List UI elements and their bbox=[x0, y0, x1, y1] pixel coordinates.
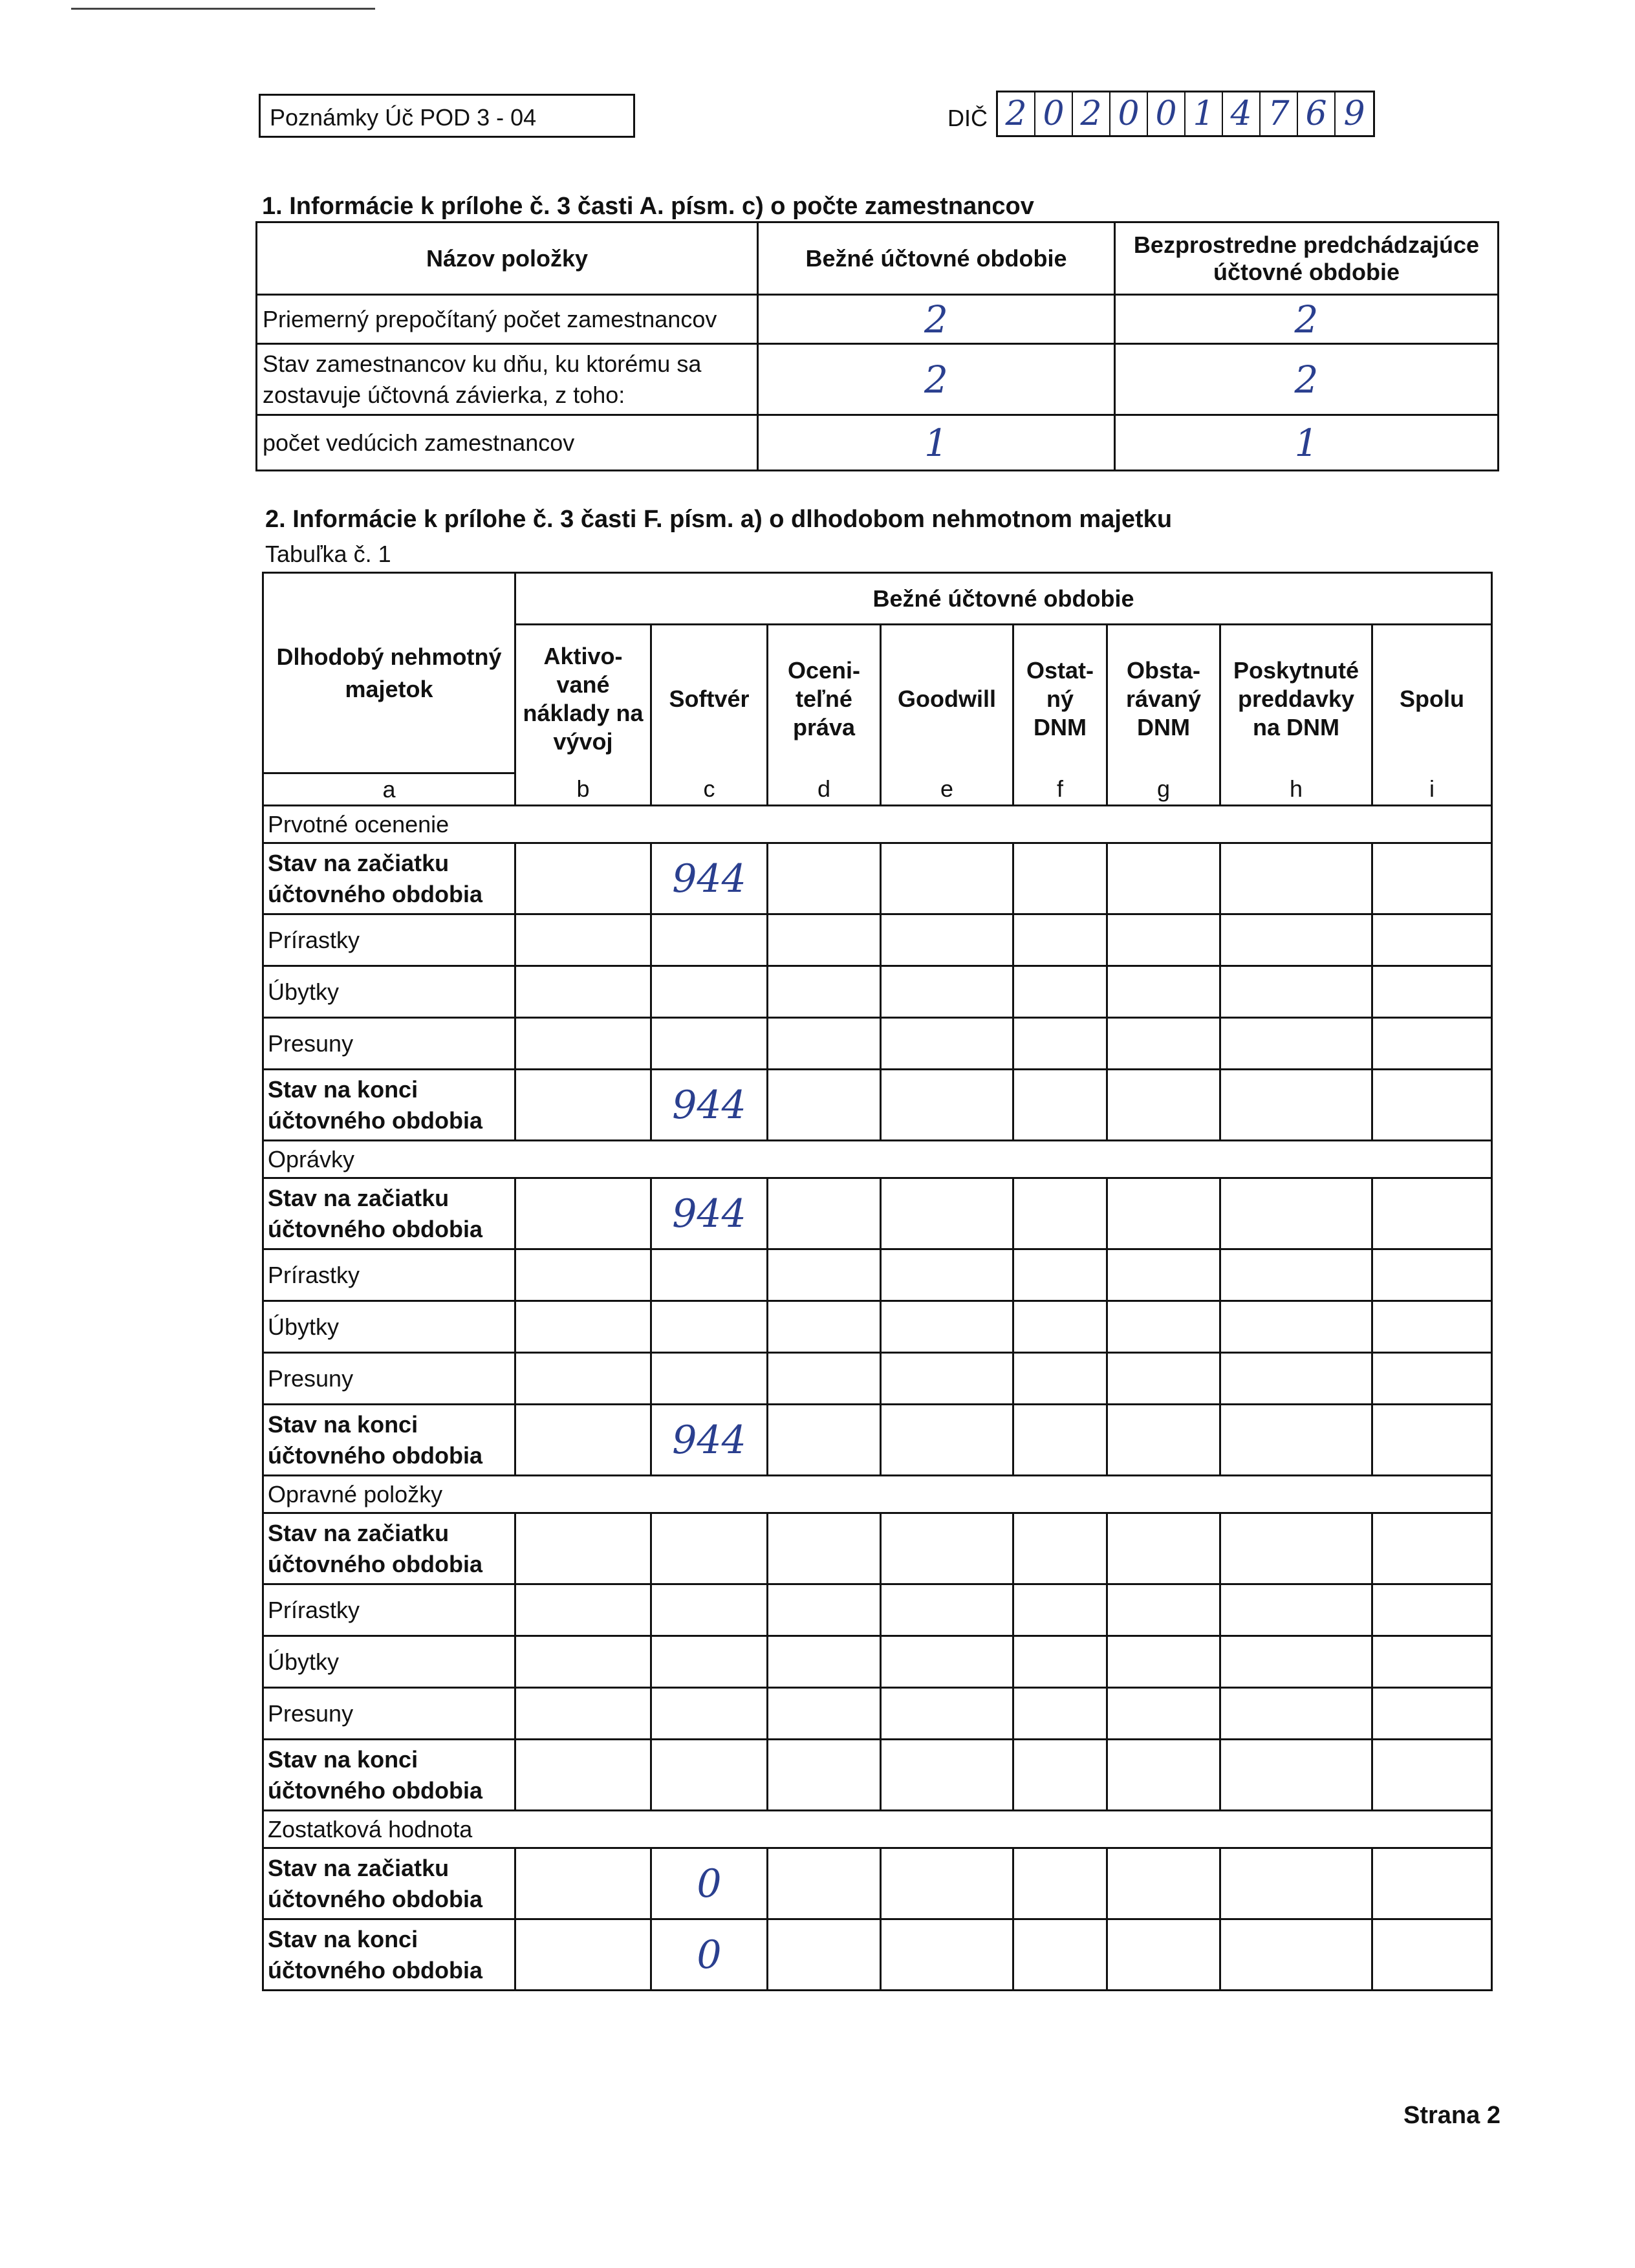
table-row bbox=[263, 1178, 1492, 1249]
table-label: Tabuľka č. 1 bbox=[265, 541, 391, 567]
empty-cell bbox=[1372, 966, 1492, 1018]
empty-cell bbox=[1220, 1405, 1372, 1476]
table-row bbox=[263, 1919, 1492, 1991]
empty-cell bbox=[768, 1178, 881, 1249]
top-rule bbox=[71, 8, 375, 10]
column-letter: a bbox=[263, 773, 515, 806]
empty-cell bbox=[881, 1584, 1013, 1636]
empty-cell bbox=[1107, 1405, 1220, 1476]
softver-value: 944 bbox=[651, 1070, 768, 1141]
empty-cell bbox=[515, 1178, 651, 1249]
table-row bbox=[263, 1584, 1492, 1636]
value-current: 2 bbox=[758, 295, 1115, 344]
empty-cell bbox=[1107, 1301, 1220, 1353]
row-label: Stav na začiatku účtovného obdobia bbox=[263, 843, 515, 914]
empty-cell bbox=[1372, 1018, 1492, 1070]
dic-digit-box: 0 bbox=[1148, 92, 1186, 135]
empty-cell bbox=[1107, 1249, 1220, 1301]
empty-cell bbox=[1372, 1688, 1492, 1740]
empty-cell bbox=[1013, 1513, 1107, 1584]
column-header: Softvér bbox=[651, 625, 768, 773]
empty-cell bbox=[1013, 1018, 1107, 1070]
softver-value bbox=[651, 1513, 768, 1584]
empty-cell bbox=[881, 1178, 1013, 1249]
empty-cell bbox=[1372, 1919, 1492, 1991]
empty-cell bbox=[1372, 1848, 1492, 1919]
value-previous: 2 bbox=[1115, 295, 1499, 344]
table-row bbox=[263, 1070, 1492, 1141]
table-row bbox=[263, 1249, 1492, 1301]
empty-cell bbox=[1013, 843, 1107, 914]
column-letter: h bbox=[1220, 773, 1372, 806]
employees-table bbox=[255, 221, 1499, 471]
table-row bbox=[263, 1018, 1492, 1070]
table-row bbox=[263, 1513, 1492, 1584]
dic-digit-box: 7 bbox=[1261, 92, 1298, 135]
period-header: Bežné účtovné obdobie bbox=[515, 573, 1492, 625]
empty-cell bbox=[881, 1740, 1013, 1811]
softver-value bbox=[651, 1353, 768, 1405]
section2-title: 2. Informácie k prílohe č. 3 časti F. písm. a) o dlhodobom nehmotnom majetku bbox=[265, 506, 1173, 533]
empty-cell bbox=[1220, 1353, 1372, 1405]
empty-cell bbox=[1013, 1740, 1107, 1811]
dic-label: DIČ bbox=[947, 105, 988, 131]
section1-title: 1. Informácie k prílohe č. 3 časti A. písm. c) o počte zamestnancov bbox=[262, 193, 1034, 220]
empty-cell bbox=[515, 843, 651, 914]
empty-cell bbox=[768, 1848, 881, 1919]
empty-cell bbox=[515, 1301, 651, 1353]
group-header: Prvotné ocenenie bbox=[263, 806, 1492, 843]
page-number: Strana 2 bbox=[1403, 2102, 1500, 2129]
empty-cell bbox=[1372, 1178, 1492, 1249]
empty-cell bbox=[1372, 1249, 1492, 1301]
empty-cell bbox=[881, 1919, 1013, 1991]
empty-cell bbox=[1220, 1070, 1372, 1141]
softver-value bbox=[651, 1249, 768, 1301]
empty-cell bbox=[768, 1584, 881, 1636]
empty-cell bbox=[1107, 1848, 1220, 1919]
empty-cell bbox=[1372, 843, 1492, 914]
empty-cell bbox=[515, 1405, 651, 1476]
column-header: Oceni-teľné práva bbox=[768, 625, 881, 773]
dic-digit-box: 0 bbox=[1110, 92, 1148, 135]
dic-digit-box: 2 bbox=[1073, 92, 1110, 135]
dic-digit-box: 0 bbox=[1035, 92, 1073, 135]
empty-cell bbox=[1013, 1249, 1107, 1301]
row-label: Úbytky bbox=[263, 1301, 515, 1353]
empty-cell bbox=[1013, 966, 1107, 1018]
empty-cell bbox=[1220, 1740, 1372, 1811]
row-label: Úbytky bbox=[263, 1636, 515, 1688]
empty-cell bbox=[515, 1070, 651, 1141]
empty-cell bbox=[515, 1249, 651, 1301]
column-header: Ostat-ný DNM bbox=[1013, 625, 1107, 773]
empty-cell bbox=[1013, 914, 1107, 966]
form-code-box: Poznámky Úč POD 3 - 04 bbox=[259, 94, 635, 138]
value-current: 1 bbox=[758, 415, 1115, 471]
empty-cell bbox=[768, 914, 881, 966]
empty-cell bbox=[515, 1636, 651, 1688]
empty-cell bbox=[881, 1513, 1013, 1584]
row-label: Stav na konci účtovného obdobia bbox=[263, 1070, 515, 1141]
row-label: Stav na začiatku účtovného obdobia bbox=[263, 1178, 515, 1249]
empty-cell bbox=[1220, 1848, 1372, 1919]
empty-cell bbox=[768, 1353, 881, 1405]
group-header: Zostatková hodnota bbox=[263, 1811, 1492, 1848]
row-label: Stav na konci účtovného obdobia bbox=[263, 1405, 515, 1476]
table-row bbox=[263, 914, 1492, 966]
row-label: Stav na konci účtovného obdobia bbox=[263, 1919, 515, 1991]
row-header: Dlhodobý nehmotný majetok bbox=[263, 573, 515, 773]
table-row bbox=[263, 843, 1492, 914]
empty-cell bbox=[1220, 1178, 1372, 1249]
empty-cell bbox=[881, 1405, 1013, 1476]
row-label: Stav na začiatku účtovného obdobia bbox=[263, 1513, 515, 1584]
table-row bbox=[263, 1353, 1492, 1405]
empty-cell bbox=[1220, 1636, 1372, 1688]
empty-cell bbox=[515, 1513, 651, 1584]
softver-value bbox=[651, 1301, 768, 1353]
softver-value bbox=[651, 914, 768, 966]
empty-cell bbox=[768, 1249, 881, 1301]
empty-cell bbox=[1372, 1636, 1492, 1688]
value-previous: 2 bbox=[1115, 344, 1499, 415]
empty-cell bbox=[1107, 1353, 1220, 1405]
empty-cell bbox=[881, 1688, 1013, 1740]
empty-cell bbox=[881, 1848, 1013, 1919]
row-label: Prírastky bbox=[263, 1249, 515, 1301]
empty-cell bbox=[768, 1919, 881, 1991]
empty-cell bbox=[1372, 1301, 1492, 1353]
empty-cell bbox=[768, 1688, 881, 1740]
row-label: Prírastky bbox=[263, 914, 515, 966]
empty-cell bbox=[1013, 1636, 1107, 1688]
col-header-name: Názov položky bbox=[257, 222, 758, 295]
softver-value: 0 bbox=[651, 1848, 768, 1919]
empty-cell bbox=[768, 966, 881, 1018]
dic-digit-box: 1 bbox=[1186, 92, 1223, 135]
empty-cell bbox=[1220, 1513, 1372, 1584]
empty-cell bbox=[1107, 1018, 1220, 1070]
column-header: Spolu bbox=[1372, 625, 1492, 773]
column-letter: e bbox=[881, 773, 1013, 806]
empty-cell bbox=[881, 1070, 1013, 1141]
empty-cell bbox=[515, 1740, 651, 1811]
softver-value: 0 bbox=[651, 1919, 768, 1991]
table-row bbox=[263, 1848, 1492, 1919]
empty-cell bbox=[1013, 1301, 1107, 1353]
empty-cell bbox=[1107, 1919, 1220, 1991]
table-row bbox=[263, 1405, 1492, 1476]
empty-cell bbox=[1013, 1353, 1107, 1405]
empty-cell bbox=[768, 1513, 881, 1584]
softver-value bbox=[651, 1740, 768, 1811]
row-label: Prírastky bbox=[263, 1584, 515, 1636]
value-current: 2 bbox=[758, 344, 1115, 415]
empty-cell bbox=[881, 966, 1013, 1018]
empty-cell bbox=[1220, 1301, 1372, 1353]
dic-digit-box: 9 bbox=[1343, 94, 1365, 133]
dic-digit-box: 2 bbox=[998, 92, 1035, 135]
dic-digit-box: 4 bbox=[1223, 92, 1261, 135]
row-label: počet vedúcich zamestnancov bbox=[257, 415, 758, 471]
empty-cell bbox=[1372, 914, 1492, 966]
empty-cell bbox=[1107, 966, 1220, 1018]
empty-cell bbox=[768, 1070, 881, 1141]
column-header: Goodwill bbox=[881, 625, 1013, 773]
group-header: Oprávky bbox=[263, 1141, 1492, 1178]
empty-cell bbox=[768, 1301, 881, 1353]
softver-value bbox=[651, 966, 768, 1018]
softver-value: 944 bbox=[651, 843, 768, 914]
empty-cell bbox=[515, 1584, 651, 1636]
column-letter: i bbox=[1372, 773, 1492, 806]
column-letter: f bbox=[1013, 773, 1107, 806]
empty-cell bbox=[768, 843, 881, 914]
empty-cell bbox=[1220, 843, 1372, 914]
empty-cell bbox=[1372, 1353, 1492, 1405]
softver-value bbox=[651, 1584, 768, 1636]
softver-value: 944 bbox=[651, 1178, 768, 1249]
empty-cell bbox=[1372, 1070, 1492, 1141]
col-header-previous: Bezprostredne predchádzajúce účtovné obdobie bbox=[1115, 222, 1499, 295]
empty-cell bbox=[768, 1740, 881, 1811]
empty-cell bbox=[515, 1848, 651, 1919]
empty-cell bbox=[881, 914, 1013, 966]
table-row bbox=[263, 1301, 1492, 1353]
empty-cell bbox=[515, 914, 651, 966]
empty-cell bbox=[515, 966, 651, 1018]
empty-cell bbox=[1372, 1405, 1492, 1476]
empty-cell bbox=[1220, 1249, 1372, 1301]
row-label: Presuny bbox=[263, 1353, 515, 1405]
row-label: Stav na začiatku účtovného obdobia bbox=[263, 1848, 515, 1919]
softver-value bbox=[651, 1688, 768, 1740]
empty-cell bbox=[1107, 1688, 1220, 1740]
empty-cell bbox=[515, 1353, 651, 1405]
row-label: Stav na konci účtovného obdobia bbox=[263, 1740, 515, 1811]
empty-cell bbox=[515, 1919, 651, 1991]
row-label: Stav zamestnancov ku dňu, ku ktorému sa zostavuje účtovná závierka, z toho: bbox=[257, 344, 758, 415]
empty-cell bbox=[1220, 1018, 1372, 1070]
empty-cell bbox=[1220, 966, 1372, 1018]
empty-cell bbox=[1220, 914, 1372, 966]
empty-cell bbox=[1220, 1688, 1372, 1740]
column-letter: g bbox=[1107, 773, 1220, 806]
table-row bbox=[263, 1636, 1492, 1688]
column-header: Obsta-rávaný DNM bbox=[1107, 625, 1220, 773]
empty-cell bbox=[515, 1018, 651, 1070]
empty-cell bbox=[881, 1249, 1013, 1301]
empty-cell bbox=[881, 1018, 1013, 1070]
row-label: Úbytky bbox=[263, 966, 515, 1018]
empty-cell bbox=[881, 1636, 1013, 1688]
empty-cell bbox=[768, 1018, 881, 1070]
empty-cell bbox=[1220, 1584, 1372, 1636]
row-label: Presuny bbox=[263, 1688, 515, 1740]
value-previous: 1 bbox=[1115, 415, 1499, 471]
table-row bbox=[263, 1740, 1492, 1811]
empty-cell bbox=[1013, 1848, 1107, 1919]
empty-cell bbox=[515, 1688, 651, 1740]
empty-cell bbox=[1013, 1178, 1107, 1249]
row-label: Presuny bbox=[263, 1018, 515, 1070]
empty-cell bbox=[1013, 1919, 1107, 1991]
softver-value bbox=[651, 1636, 768, 1688]
empty-cell bbox=[1013, 1070, 1107, 1141]
dic-boxes bbox=[996, 91, 1375, 137]
row-label: Priemerný prepočítaný počet zamestnancov bbox=[257, 295, 758, 344]
column-header: Poskytnuté preddavky na DNM bbox=[1220, 625, 1372, 773]
empty-cell bbox=[1107, 1740, 1220, 1811]
empty-cell bbox=[881, 1301, 1013, 1353]
empty-cell bbox=[1013, 1688, 1107, 1740]
group-header: Opravné položky bbox=[263, 1476, 1492, 1513]
empty-cell bbox=[881, 1353, 1013, 1405]
empty-cell bbox=[1107, 843, 1220, 914]
table-row bbox=[263, 1688, 1492, 1740]
empty-cell bbox=[1107, 1070, 1220, 1141]
empty-cell bbox=[1372, 1584, 1492, 1636]
empty-cell bbox=[1013, 1405, 1107, 1476]
empty-cell bbox=[1107, 1178, 1220, 1249]
dic-digit-box: 6 bbox=[1298, 92, 1336, 135]
column-letter: d bbox=[768, 773, 881, 806]
empty-cell bbox=[1107, 1636, 1220, 1688]
softver-value: 944 bbox=[651, 1405, 768, 1476]
empty-cell bbox=[1372, 1513, 1492, 1584]
empty-cell bbox=[1107, 1513, 1220, 1584]
col-header-current: Bežné účtovné obdobie bbox=[758, 222, 1115, 295]
column-header: Aktivo-vané náklady na vývoj bbox=[515, 625, 651, 773]
empty-cell bbox=[1107, 914, 1220, 966]
empty-cell bbox=[1372, 1740, 1492, 1811]
table-row bbox=[263, 966, 1492, 1018]
intangible-assets-table bbox=[262, 572, 1493, 1991]
empty-cell bbox=[1220, 1919, 1372, 1991]
empty-cell bbox=[768, 1405, 881, 1476]
empty-cell bbox=[881, 843, 1013, 914]
empty-cell bbox=[1013, 1584, 1107, 1636]
column-letter: c bbox=[651, 773, 768, 806]
empty-cell bbox=[768, 1636, 881, 1688]
empty-cell bbox=[1107, 1584, 1220, 1636]
column-letter: b bbox=[515, 773, 651, 806]
softver-value bbox=[651, 1018, 768, 1070]
